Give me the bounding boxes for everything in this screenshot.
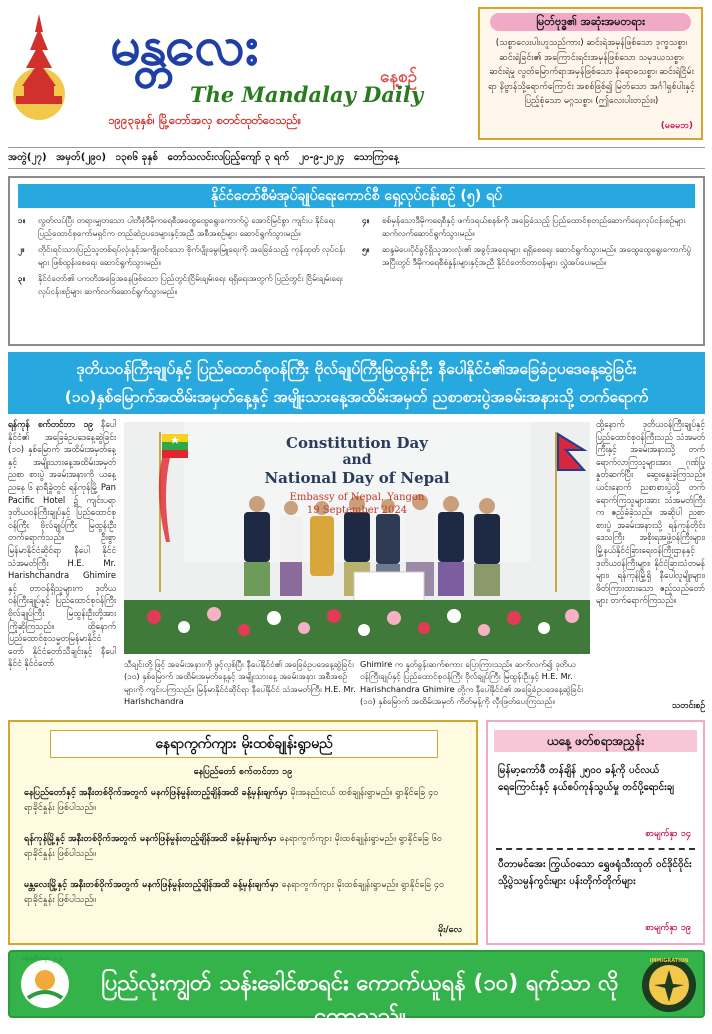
immigration-emblem-icon: [640, 956, 698, 1014]
photo-banner-line-2: and: [342, 452, 372, 468]
lead-headline: [8, 352, 705, 414]
masthead: [0, 0, 470, 145]
notice-body: (သစ္စာလေးပါးဟူသည်ကား) ဆင်းရဲအမှန်ဖြစ်သော ဒုက္ခသစ္စာ၊ ဆင်းရဲခြင်း၏ အကြောင်းရင်းအမှန်ဖြစ်သော သမုဒယသစ္စာ၊ ဆင်းရဲမှု လွတ်မြောက်ရာအမှန်ဖြစ်သော နိရောဓသစ္စာ၊ ဆင်းရဲငြိမ်းရာ နိဗ္ဗာန်သို့ရောက်ကြောင်း အစစ်ဖြစ်၍ မြတ်သော အင်္ဂါရှစ်ပါးနှင့် ပြည့်စုံသော မဂ္ဂသစ္စာ၊ (ဤလေးပါးတည်း။): [488, 38, 695, 106]
weather-item-label: မန္တလေးမြို့နှင့် အနီးတစ်ဝိုက်အတွက် မနက်ဖြန်မွန်းတည့်ချိန်အထိ ခန့်မှန်းချက်မှာ: [24, 880, 279, 890]
article-text-right: ထို့နောက် ဒုတိယဝန်ကြီးချုပ်နှင့် ပြည်ထောင်စုဝန်ကြီးသည် သံအမတ်ကြီးနှင့် အခမ်းအနားသို့ တက်ရောက်လာကြသူများအား ဂုဏ်ပြုနှုတ်ဆက်ပြီး ဆွေးနွေးခဲ့ကြသည်။ ယင်းနောက် ညစာစားပွဲသို့ တက်ရောက်ကြသူများအား သံအမတ်ကြီးက ဧည့်ခံခဲ့သည်။ အဆိုပါ ညစာစားပွဲ အခမ်းအနားသို့ ရန်ကုန်တိုင်းဒေသကြီး အစိုးရအဖွဲ့ဝန်ကြီးများ၊ မြို့နယ်နိုင်ငံခြားရေးဝန်ကြီးဌာနနှင့် ဒုတိယဝန်ကြီးများ၊ နိုင်ငံခြားသံတမန်များ၊ ရန်ကုန်မြို့ရှိ နီပေါလူမျိုးများ၊ ဖိတ်ကြားထားသော ဧည့်သည်တော်များ တက်ရောက်ကြသည်။: [596, 419, 705, 606]
weather-item: [24, 832, 464, 862]
objective-item: [18, 272, 348, 298]
issue-date-bar: [8, 147, 705, 169]
masthead-subtitle: နေ့စဉ်: [380, 67, 418, 87]
weather-item-label: နေပြည်တော်နှင့် အနီးတစ်ဝိုက်အတွက် မနက်ဖြန်မွန်းတည့်ချိန်အထိ ခန့်မှန်းချက်မှာ: [24, 788, 288, 798]
notice-footer: (မဓမဘ): [660, 121, 693, 131]
objective-number: ၁။: [18, 215, 26, 225]
objectives-title: နိုင်ငံတော်စီမံအုပ်ချုပ်ရေးကောင်စီ ရှေ့လုပ်ငန်းစဉ် (၅) ရပ်: [18, 184, 695, 208]
photo-banner-line-4: Embassy of Nepal, Yangon: [289, 492, 425, 503]
article-text-below-photo-left: သီချင်းတို့ဖြင့် အခမ်းအနားကို ဖွင့်လှစ်ပြီး နီပေါနိုင်ငံ၏ အခြေခံဥပဒေနေ့ဆွဲခြင်း (၁၀) နှစ်မြောက် အထိမ်းအမှတ်နေ့နှင့် အမျိုးသားနေ့ အခမ်းအနား အစီအစဉ်များကို ကျင်းပကြသည်။ မြန်မာနိုင်ငံဆိုင်ရာ နီပေါနိုင်ငံ သံအမတ်ကြီး H.E. Mr. Harishchandra: [124, 659, 356, 707]
year: ၁၃၈၆ ခုနှစ်: [115, 152, 158, 163]
inside-item-1[interactable]: မြန်မာ့ကော်ဖီ တန်ချိန် ၂၅၀၀ ခန့်ကို ပင်လယ်ရေကြောင်းနှင့် နယ်စပ်ကုန်သွယ်မှု တင်ပို့ရောင်းချ: [498, 765, 674, 793]
objectives-column-right: [362, 214, 692, 272]
photo-banner-line-5: 19 September 2024: [306, 505, 408, 516]
weather-item: [24, 786, 464, 816]
banner-text: ပြည်လုံးကျွတ် သန်းခေါင်စာရင်း ကောက်ယူရန် (၁၀) ရက်သာ လိုတော့သည်။: [101, 971, 619, 1029]
article-text-left: နီပေါနိုင်ငံ၏ အခြေခံဥပဒေနေ့ဆွဲခြင်း (၁၀) နှစ်မြောက် အထိမ်းအမှတ်နေ့နှင့် အမျိုးသားနေ့အထိမ်းအမှတ်ညစာ စားပွဲ အခမ်းအနားကို ယနေ့ညနေ ၆ နာရီခွဲတွင် ရန်ကုန်မြို့ Pan Pacific Hotel ၌ ကျင်းပရာ ဒုတိယဝန်ကြီးချုပ်နှင့် ပြည်ထောင်စုဝန်ကြီး ဗိုလ်ချုပ်ကြီး မြထွန်းဦး တက်ရောက်သည်။ ဦးစွာ မြန်မာနိုင်ငံဆိုင်ရာ နီပေါ နိုင်ငံ သံအမတ်ကြီး H.E. Mr. Harishchandra Ghimire နှင့် တာဝန်ရှိသူများက ဒုတိယဝန်ကြီးချုပ်နှင့် ပြည်ထောင်စုဝန်ကြီး ဗိုလ်ချုပ်ကြီး မြထွန်းဦးတို့အား ကြိုဆိုကြသည်။ ထို့နောက် ပြည်ထောင်စုသမ္မတမြန်မာနိုင်ငံတော် နိုင်ငံတော်သီချင်းနှင့် နီပေါနိုင်ငံ နိုင်ငံတော်: [8, 419, 116, 669]
weather-item-text: မိုးအနည်းငယ် ထစ်ချုန်းရွာမည်။ ရွာနိုင်ခြေ ၄၀ ရာခိုင်နှုန်း ဖြစ်ပါသည်။: [24, 788, 439, 813]
objectives-column-left: [18, 214, 348, 301]
weather-dateline: နေပြည်တော် စက်တင်ဘာ ၁၉: [193, 767, 293, 777]
headline-line-1: ဒုတိယဝန်ကြီးချုပ်နှင့် ပြည်ထောင်စုဝန်ကြီး ဗိုလ်ချုပ်ကြီးမြထွန်းဦး နီပေါနိုင်ငံ၏အခြေခံဥပဒေနေ့ဆွဲခြင်း: [76, 360, 637, 378]
lunar-date: တော်သလင်းလပြည့်ကျော် ၃ ရက်: [167, 152, 290, 163]
objective-text: နိုင်ငံတော်၏ ပကတိအခြေအနေဖြစ်သော ပြည်တွင်းငြိမ်းချမ်းရေး ရရှိရေးအတွက် ပြည်တွင်း ငြိမ်းချမ်းရေးလုပ်ငန်းစဉ်များ ဆက်လက်ဆောင်ရွက်သွားမည်။: [38, 273, 343, 296]
objective-number: ၂။: [18, 244, 25, 254]
objective-item: [18, 214, 348, 240]
notice-title: မြတ်ဗုဒ္ဓ၏ အဆုံးအမတရား: [490, 13, 691, 31]
objectives-box: [8, 176, 705, 346]
inside-index-box: [486, 720, 705, 945]
objective-text: ဆန္ဒမဲပေးပိုင်ခွင့်ရှိသူအားလုံး၏ အခွင့်အရေးများ ရရှိစေရေး ဆောင်ရွက်သွားမည်။ အထွေထွေရွေးကောက်ပွဲအပြီးတွင် ဒီမိုကရေစီစံနှုန်းများနှင့်အညီ နိုင်ငံတော်တာဝန်များ လွှဲအပ်ပေးမည်။: [382, 244, 692, 267]
weekday: သောကြာနေ့: [353, 152, 399, 163]
objective-item: [362, 214, 692, 240]
objective-text: စစ်မှန်သောဒီမိုကရေစီနှင့် ဖက်ဒရယ်စနစ်ကို အခြေခံသည့် ပြည်ထောင်စုတည်ဆောက်ရေးလုပ်ငန်းစဉ်များ ဆက်လက်ဆောင်ရွက်သွားမည်။: [382, 215, 686, 238]
objective-number: ၃။: [18, 273, 26, 283]
photo-banner-line-3: National Day of Nepal: [264, 469, 450, 487]
volume: အတွဲ(၂၇): [8, 152, 47, 163]
objective-item: [362, 243, 692, 269]
article-text-below-photo-right: Ghimire က နှုတ်ခွန်းဆက်စကား ပြောကြားသည်။ ဆက်လက်၍ ဒုတိယဝန်ကြီးချုပ်နှင့် ပြည်ထောင်စုဝန်ကြီး ဗိုလ်ချုပ်ကြီး မြထွန်းဦးနှင့် H.E. Mr. Harishchandra Ghimire တို့က နီပေါနိုင်ငံ၏ အခြေခံဥပဒေနေ့ဆွဲခြင်း (၁၀) နှစ်မြောက် အထိမ်းအမှတ် ကိတ်မုန့်ကို လှီးဖြတ်ပေးကြသည်။: [360, 659, 584, 707]
article-column-left: [8, 418, 116, 713]
lead-article: [8, 418, 705, 713]
english-name: The Mandalay Daily: [190, 82, 424, 107]
weather-sign: မိုး/လေ: [437, 925, 462, 935]
census-logo-label: သန်းခေါင်စာရင်း ၂၀၂၄: [21, 956, 63, 962]
inside-item-2[interactable]: ပီတာမင်အေး ကြွယ်ဝသော ရွှေဖရုံသီးထုတ် ဝင်ဒိုင်ဝိုင်း သို့ပွဲသမ္ပန်ကွင်းများ ပန်းတိုက်တိုက်များ: [498, 859, 692, 887]
date: ၂၀-၉-၂၀၂၄: [298, 152, 345, 163]
photo-banner-line-1: Constitution Day: [286, 434, 428, 452]
inside-divider: [496, 848, 695, 850]
article-column-right: [596, 418, 705, 713]
objective-text: လွတ်လပ်ပြီး တရားမျှတသော ပါတီစုံဒီမိုကရေစီအထွေထွေရွေးကောက်ပွဲ အောင်မြင်စွာ ကျင်းပ နိုင်ရေး ပြည်ထောင်စုကော်မရှင်က တည်ဆဲဥပဒေများနှင့်အညီ အစီအစဉ်များ ဆောင်ရွက်သွားမည်။: [38, 215, 336, 238]
weather-item-label: ရန်ကုန်မြို့နှင့် အနီးတစ်ဝိုက်အတွက် မနက်ဖြန်မွန်းတည့်ချိန်အထိ ခန့်မှန်းချက်မှာ: [24, 834, 277, 844]
objective-item: [18, 243, 348, 269]
weather-item-text: နေရာကွက်ကျား မိုးထစ်ချုန်းရွာမည်။ ရွာနိုင်ခြေ ၆၀ ရာခိုင်နှုန်း ဖြစ်ပါသည်။: [24, 834, 442, 859]
masthead-tagline: ၁၉၉၃ခုနှစ်၊ မြို့တော်အလှ စတင်ထုတ်ဝေသည်။: [108, 113, 302, 127]
inside-item-1-page: စာမျက်နှာ ၁၄: [645, 829, 691, 839]
dhamma-notice-box: [478, 7, 703, 140]
masthead-title: မန္တလေး: [110, 14, 257, 77]
dateline: ရန်ကုန် စက်တင်ဘာ ၁၉: [8, 419, 93, 429]
weather-item: [24, 878, 464, 908]
objective-number: ၅။: [362, 244, 370, 254]
byline: သတင်းစဉ်: [671, 701, 705, 711]
census-banner: [8, 950, 705, 1029]
immigration-label: IMMIGRATION: [649, 958, 689, 964]
objective-number: ၄။: [362, 215, 370, 225]
census-logo-icon: [18, 958, 72, 1010]
news-photo: [124, 422, 590, 654]
weather-item-text: နေရာကွက်ကျား မိုးထစ်ချုန်းရွာမည်။ ရွာနိုင်ခြေ ၄၀ ရာခိုင်နှုန်း ဖြစ်ပါသည်။: [24, 880, 445, 905]
inside-title: ယနေ့ ဖတ်စရာအညွှန်း: [494, 730, 697, 752]
headline-line-2: (၁၀)နှစ်မြောက်အထိမ်းအမှတ်နေ့နှင့် အမျိုးသားနေ့အထိမ်းအမှတ် ညစာစားပွဲအခမ်းအနားသို့ တက်ရောက်: [64, 388, 649, 406]
issue-number: အမှတ်(၂၉၀): [56, 152, 107, 163]
palace-emblem-icon: [10, 10, 68, 132]
objective-text: တိုင်းရင်းသားပြည်သူတစ်ရပ်လုံးနှင့်အကျိုးဝင်သော စိုက်ပျိုးမွေးမြူရေးကို အခြေခံသည့် ကုန်ထုတ် လုပ်ငန်းများ ဖြစ်ထွန်းစေရေး ဆောင်ရွက်သွားမည်။: [38, 244, 346, 267]
inside-item-2-page: စာမျက်နှာ ၁၉: [645, 923, 691, 933]
weather-title: နေရာကွက်ကျား မိုးထစ်ချုန်းရွာမည်: [50, 730, 438, 758]
weather-box: [8, 720, 478, 945]
